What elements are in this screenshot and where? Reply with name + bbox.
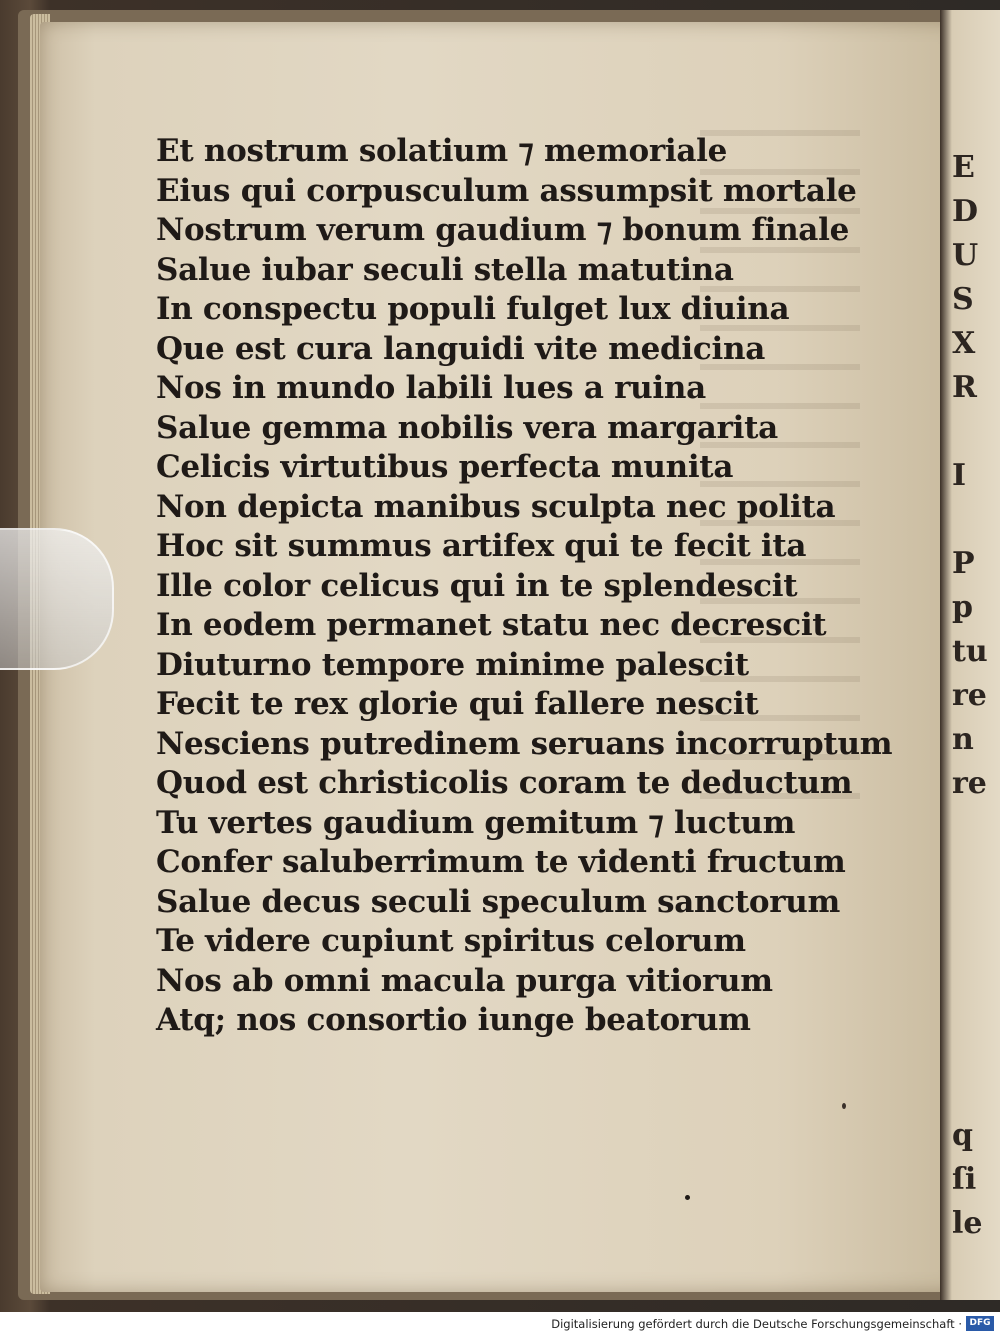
facing-page-text (952, 146, 1000, 1246)
text-line: Ille color celicus qui in te splendescit (156, 567, 798, 604)
printed-text-block (156, 132, 893, 1041)
text-line: Te videre cupiunt spiritus celorum (156, 923, 746, 959)
facing-page-fragment: I (952, 458, 967, 493)
text-line: Que est cura languidi vite medicina (156, 330, 765, 367)
text-line: Fecit te rex glorie qui fallere nescit (156, 686, 759, 722)
facing-page-fragment: R (952, 370, 977, 405)
facing-page-fragment: q (952, 1118, 973, 1153)
facing-page-fragment (952, 982, 1000, 1026)
page-holder-clip (0, 528, 114, 670)
facing-page-fragment: le (952, 1206, 983, 1241)
text-line: Et nostrum solatium ⁊ memoriale (156, 133, 728, 169)
text-line: Nos in mundo labili lues a ruina (156, 370, 706, 406)
facing-page-fragment: tu (952, 634, 988, 669)
ink-dot (685, 1195, 690, 1200)
facing-page-fragment: re (952, 678, 987, 713)
facing-page-fragment (952, 498, 1000, 542)
text-line: In eodem permanet statu nec decrescit (156, 607, 827, 643)
text-line: Eius qui corpusculum assumpsit mortale (156, 172, 857, 209)
text-line: Non depicta manibus sculpta nec polita (156, 488, 836, 525)
text-line: Diuturno tempore minime palescit (156, 646, 749, 683)
facing-page-fragment: p (952, 590, 973, 625)
facing-page-fragment: S (952, 282, 974, 317)
text-line: Tu vertes gaudium gemitum ⁊ luctum (156, 804, 796, 841)
facing-page-fragment: re (952, 766, 987, 801)
facing-page-fragment: P (952, 546, 975, 581)
facing-page-fragment (952, 894, 1000, 938)
text-line: Nostrum verum gaudium ⁊ bonum finale (156, 212, 849, 248)
funding-credit: Digitalisierung gefördert durch die Deutsche Forschungsgemeinschaft · (551, 1317, 962, 1331)
text-line: Quod est christicolis coram te deductum (156, 765, 853, 801)
text-line: Atq; nos consortio iunge beatorum (156, 1002, 751, 1038)
ink-mark (842, 1103, 846, 1109)
facing-page-fragment (952, 850, 1000, 894)
facing-page-fragment (952, 1026, 1000, 1070)
text-line: Celicis virtutibus perfecta munita (156, 449, 734, 485)
facing-page-fragment: D (952, 194, 979, 229)
text-line: In conspectu populi fulget lux diuina (156, 291, 790, 327)
facing-page-fragment (952, 806, 1000, 850)
dfg-logo: DFG (966, 1316, 994, 1331)
facing-page-fragment (952, 938, 1000, 982)
text-line: Confer saluberrimum te videnti fructum (156, 844, 846, 880)
text-line: Hoc sit summus artifex qui te fecit ita (156, 528, 807, 564)
text-line: Salue gemma nobilis vera margarita (156, 409, 778, 446)
facing-page-fragment: n (952, 722, 974, 757)
text-line: Nos ab omni macula purga vitiorum (156, 962, 773, 999)
facing-page-fragment (952, 410, 1000, 454)
footer-bar (0, 1312, 1000, 1336)
facing-page-fragment: X (952, 326, 976, 361)
facing-page-fragment: E (952, 150, 975, 185)
text-line: Salue decus seculi speculum sanctorum (156, 883, 840, 920)
text-line: Salue iubar seculi stella matutina (156, 251, 734, 288)
facing-page-fragment (952, 1070, 1000, 1114)
facing-page-fragment: ſi (952, 1162, 977, 1197)
facing-page-fragment: U (952, 238, 979, 273)
text-line: Nesciens putredinem seruans incorruptum (156, 725, 893, 762)
